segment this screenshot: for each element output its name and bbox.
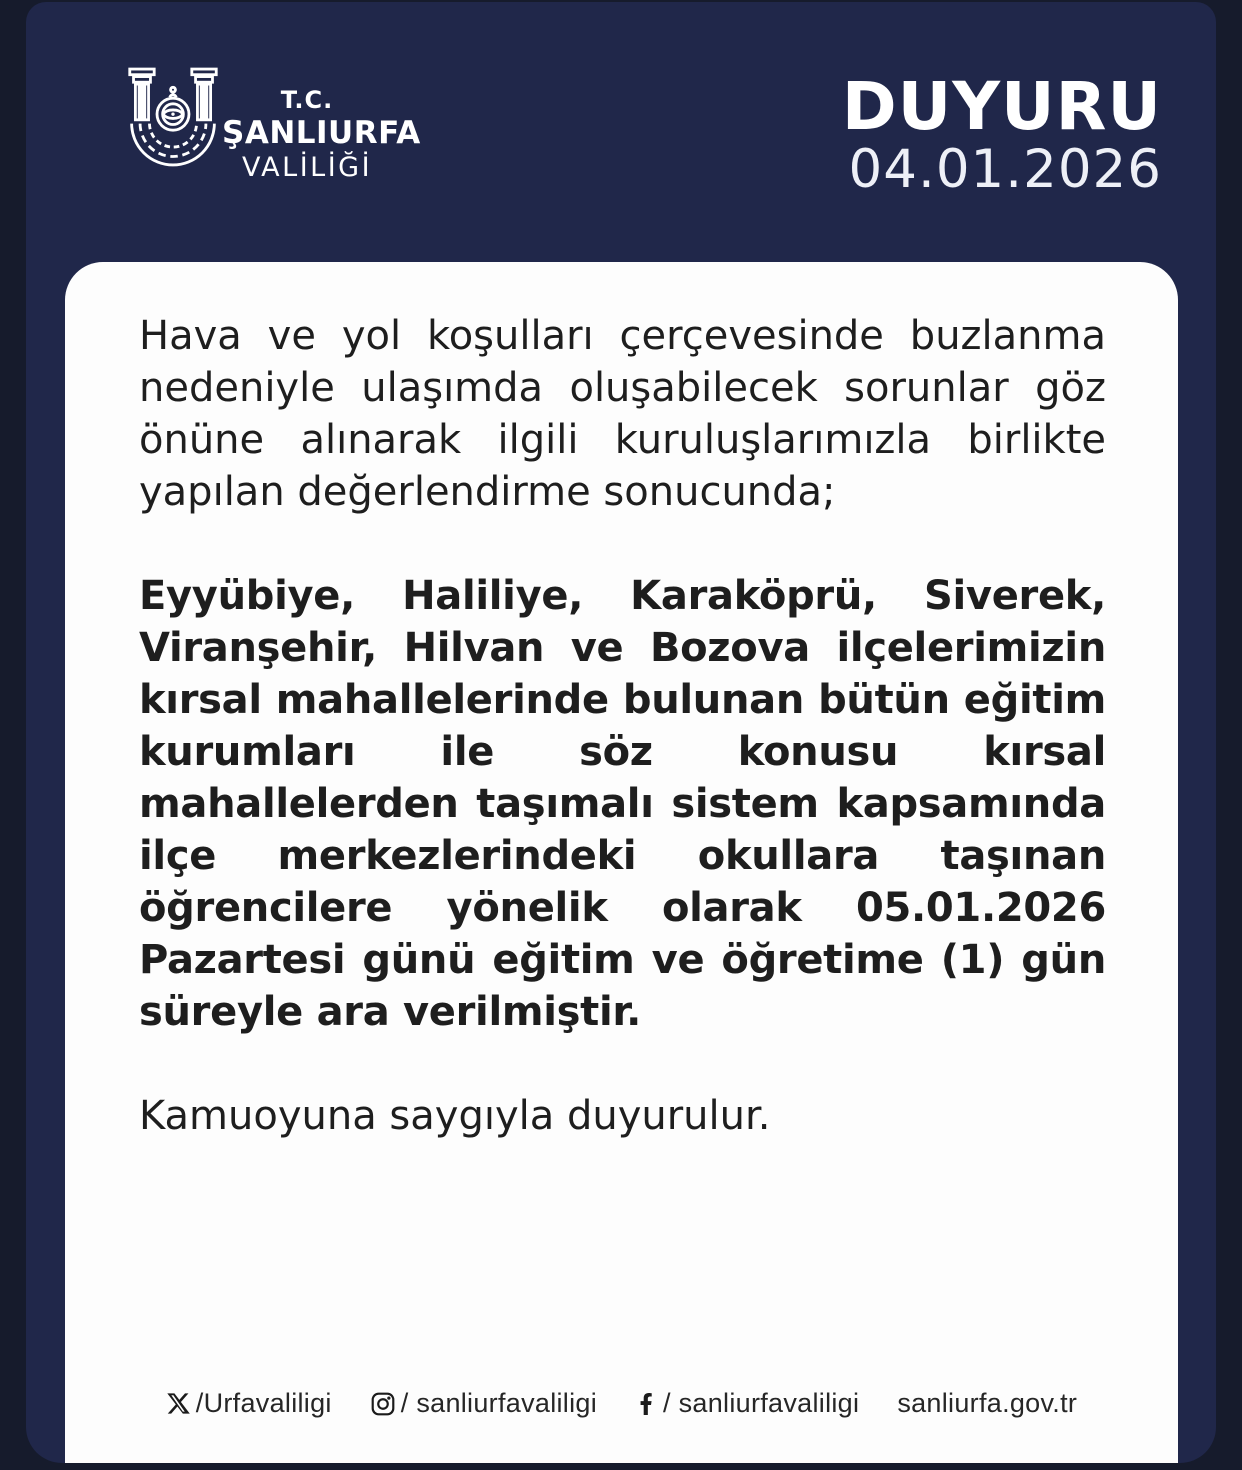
footer-website-label: sanliurfa.gov.tr (897, 1388, 1078, 1418)
footer-social-bar (65, 1388, 1178, 1419)
footer-instagram-label: / sanliurfavaliligi (400, 1388, 598, 1418)
footer-website-link[interactable] (897, 1388, 1077, 1419)
announcement-intro-paragraph: Hava ve yol koşulları çerçevesinde buzlanma nedeniyle ulaşımda oluşabilecek sorunlar göz önüne alınarak ilgili kuruluşlarımızla birlikte yapılan değerlendirme sonucunda; (139, 313, 1106, 515)
announcement-card (65, 262, 1178, 1463)
footer-x-handle[interactable] (166, 1388, 332, 1419)
footer-facebook-handle[interactable] (635, 1388, 859, 1419)
announcement-closing-text: Kamuoyuna saygıyla duyurulur. (139, 1093, 771, 1139)
org-name-city: ŞANLIURFA (222, 115, 421, 152)
org-name-governorship: VALİLİĞİ (241, 151, 373, 183)
x-logo-icon (166, 1391, 191, 1416)
facebook-icon (635, 1392, 658, 1415)
sanliurfa-governorship-emblem-icon (126, 64, 220, 170)
announcement-header (841, 68, 1162, 201)
announcement-decision-paragraph: Eyyübiye, Haliliye, Karaköprü, Siverek, Viranşehir, Hilvan ve Bozova ilçelerimizin kırsal mahallelerinde bulunan bütün eğitim kurumları ile söz konusu kırsal mahallelerden taşımalı sistem kapsamında ilçe merkezlerindeki okullara taşınan öğrencilere yönelik olarak 05.01.2026 Pazartesi günü eğitim ve öğretime (1) gün süreyle ara verilmiştir. (139, 573, 1106, 1035)
footer-x-label: /Urfavaliligi (195, 1388, 332, 1418)
instagram-icon (370, 1391, 396, 1417)
org-name-block (222, 86, 421, 183)
org-name-tc: T.C. (280, 86, 334, 114)
announcement-title: DUYURU (841, 68, 1162, 145)
governorship-logo (126, 64, 220, 170)
footer-instagram-handle[interactable] (370, 1388, 597, 1419)
footer-facebook-label: / sanliurfavaliligi (663, 1388, 860, 1418)
announcement-text-block (65, 262, 1178, 1142)
announcement-date: 04.01.2026 (848, 139, 1162, 200)
announcement-banner (26, 2, 1216, 1463)
